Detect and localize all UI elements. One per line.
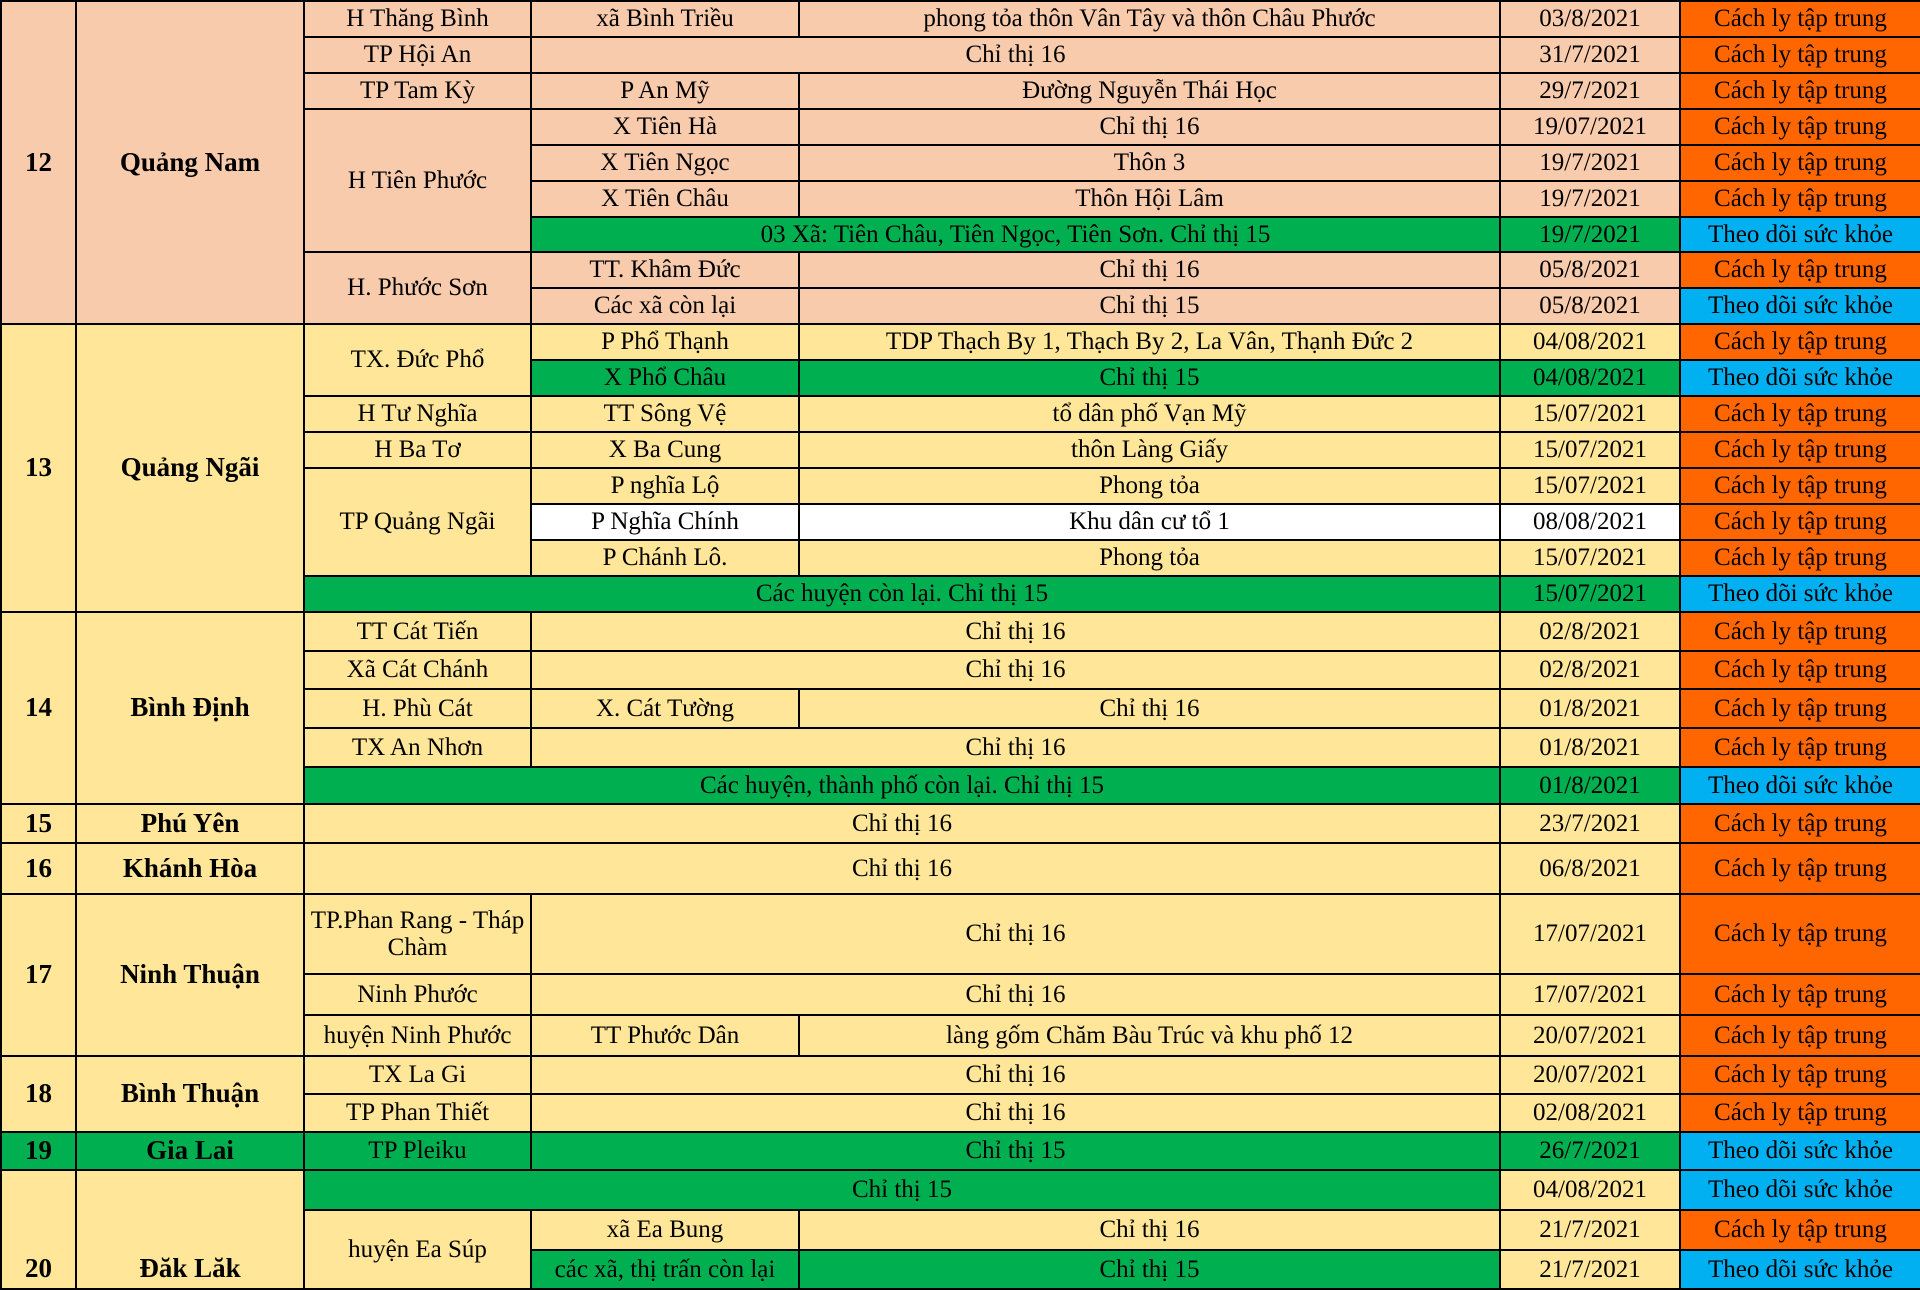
commune-cell: xã Ea Bung (531, 1210, 799, 1250)
district-cell: H. Phù Cát (304, 689, 531, 728)
row-number: 19 (1, 1132, 76, 1170)
measure-cell: Các huyện, thành phố còn lại. Chỉ thị 15 (304, 767, 1500, 804)
status-cell: Cách ly tập trung (1680, 1210, 1920, 1250)
status-cell: Cách ly tập trung (1680, 843, 1920, 894)
row-number: 17 (1, 894, 76, 1056)
table-row (1, 1, 1920, 37)
province-name: Quảng Nam (76, 1, 304, 324)
row-number: 13 (1, 324, 76, 612)
status-cell: Cách ly tập trung (1680, 468, 1920, 504)
measure-cell: thôn Làng Giấy (799, 432, 1500, 468)
date-cell: 04/08/2021 (1500, 360, 1680, 396)
measure-cell: Chỉ thị 16 (531, 612, 1500, 651)
commune-cell: P nghĩa Lộ (531, 468, 799, 504)
row-number: 16 (1, 843, 76, 894)
measure-cell: Chỉ thị 16 (531, 974, 1500, 1015)
row-number: 14 (1, 612, 76, 804)
measure-cell: Các huyện còn lại. Chỉ thị 15 (304, 576, 1500, 612)
commune-cell: P Nghĩa Chính (531, 504, 799, 540)
row-number: 18 (1, 1056, 76, 1132)
district-cell: Ninh Phước (304, 974, 531, 1015)
date-cell: 15/07/2021 (1500, 396, 1680, 432)
commune-cell: X Tiên Ngọc (531, 145, 799, 181)
commune-cell: TT. Khâm Đức (531, 252, 799, 288)
district-cell: H. Phước Sơn (304, 252, 531, 324)
province-name: Bình Định (76, 612, 304, 804)
status-cell: Cách ly tập trung (1680, 181, 1920, 217)
measure-cell: 03 Xã: Tiên Châu, Tiên Ngọc, Tiên Sơn. Chỉ thị 15 (531, 217, 1500, 252)
district-cell: TP Quảng Ngãi (304, 468, 531, 576)
measure-cell: Chỉ thị 16 (531, 37, 1500, 73)
date-cell: 17/07/2021 (1500, 894, 1680, 974)
commune-cell: các xã, thị trấn còn lại (531, 1250, 799, 1289)
date-cell: 29/7/2021 (1500, 73, 1680, 109)
province-name: Khánh Hòa (76, 843, 304, 894)
status-cell: Theo dõi sức khỏe (1680, 360, 1920, 396)
status-cell: Theo dõi sức khỏe (1680, 288, 1920, 324)
measure-cell: Thôn 3 (799, 145, 1500, 181)
date-cell: 01/8/2021 (1500, 767, 1680, 804)
district-cell: TT Cát Tiến (304, 612, 531, 651)
measure-cell: Chỉ thị 16 (304, 804, 1500, 843)
row-number: 20 (1, 1170, 76, 1289)
status-cell: Cách ly tập trung (1680, 1015, 1920, 1056)
status-cell: Cách ly tập trung (1680, 1094, 1920, 1132)
measure-cell: Chỉ thị 16 (799, 1210, 1500, 1250)
status-cell: Cách ly tập trung (1680, 1056, 1920, 1094)
measure-cell: Khu dân cư tổ 1 (799, 504, 1500, 540)
district-cell: TX. Đức Phổ (304, 324, 531, 396)
district-cell: huyện Ea Súp (304, 1210, 531, 1289)
status-cell: Cách ly tập trung (1680, 145, 1920, 181)
measure-cell: Phong tỏa (799, 540, 1500, 576)
measure-cell: Chỉ thị 16 (799, 109, 1500, 145)
district-cell: TP Hội An (304, 37, 531, 73)
province-name: Ninh Thuận (76, 894, 304, 1056)
table-row (1, 324, 1920, 360)
date-cell: 26/7/2021 (1500, 1132, 1680, 1170)
date-cell: 15/07/2021 (1500, 432, 1680, 468)
commune-cell: Các xã còn lại (531, 288, 799, 324)
district-cell: TX La Gi (304, 1056, 531, 1094)
measure-cell: Chỉ thị 15 (304, 1170, 1500, 1210)
commune-cell: X Tiên Châu (531, 181, 799, 217)
date-cell: 21/7/2021 (1500, 1250, 1680, 1289)
province-name: Bình Thuận (76, 1056, 304, 1132)
date-cell: 19/7/2021 (1500, 181, 1680, 217)
commune-cell: xã Bình Triều (531, 1, 799, 37)
commune-cell: X. Cát Tường (531, 689, 799, 728)
status-cell: Cách ly tập trung (1680, 974, 1920, 1015)
commune-cell: P An Mỹ (531, 73, 799, 109)
date-cell: 20/07/2021 (1500, 1056, 1680, 1094)
district-cell: TP Tam Kỳ (304, 73, 531, 109)
date-cell: 02/08/2021 (1500, 1094, 1680, 1132)
status-cell: Cách ly tập trung (1680, 324, 1920, 360)
date-cell: 05/8/2021 (1500, 252, 1680, 288)
date-cell: 02/8/2021 (1500, 612, 1680, 651)
status-cell: Theo dõi sức khỏe (1680, 217, 1920, 252)
province-name: Phú Yên (76, 804, 304, 843)
province-name: Đăk Lăk (76, 1170, 304, 1289)
status-cell: Cách ly tập trung (1680, 432, 1920, 468)
district-cell: huyện Ninh Phước (304, 1015, 531, 1056)
status-cell: Cách ly tập trung (1680, 37, 1920, 73)
measure-cell: Chỉ thị 15 (799, 360, 1500, 396)
district-cell: TP.Phan Rang - Tháp Chàm (304, 894, 531, 974)
status-cell: Cách ly tập trung (1680, 651, 1920, 689)
table-row (1, 843, 1920, 894)
commune-cell: P Chánh Lô. (531, 540, 799, 576)
table-row (1, 804, 1920, 843)
measure-cell: Phong tỏa (799, 468, 1500, 504)
table-row (1, 1170, 1920, 1210)
status-cell: Cách ly tập trung (1680, 73, 1920, 109)
commune-cell: TT Phước Dân (531, 1015, 799, 1056)
district-cell: H Ba Tơ (304, 432, 531, 468)
measure-cell: Chỉ thị 16 (531, 1094, 1500, 1132)
status-cell: Cách ly tập trung (1680, 252, 1920, 288)
measure-cell: Chỉ thị 15 (799, 288, 1500, 324)
status-cell: Theo dõi sức khỏe (1680, 1250, 1920, 1289)
date-cell: 21/7/2021 (1500, 1210, 1680, 1250)
status-cell: Cách ly tập trung (1680, 109, 1920, 145)
date-cell: 31/7/2021 (1500, 37, 1680, 73)
status-cell: Cách ly tập trung (1680, 396, 1920, 432)
measure-cell: TDP Thạch By 1, Thạch By 2, La Vân, Thạnh Đức 2 (799, 324, 1500, 360)
date-cell: 05/8/2021 (1500, 288, 1680, 324)
measure-cell: tổ dân phố Vạn Mỹ (799, 396, 1500, 432)
status-cell: Cách ly tập trung (1680, 804, 1920, 843)
table-row (1, 1132, 1920, 1170)
date-cell: 01/8/2021 (1500, 689, 1680, 728)
province-name: Gia Lai (76, 1132, 304, 1170)
district-cell: H Tư Nghĩa (304, 396, 531, 432)
commune-cell: TT Sông Vệ (531, 396, 799, 432)
date-cell: 08/08/2021 (1500, 504, 1680, 540)
status-cell: Cách ly tập trung (1680, 728, 1920, 767)
date-cell: 15/07/2021 (1500, 468, 1680, 504)
district-cell: Xã Cát Chánh (304, 651, 531, 689)
status-cell: Theo dõi sức khỏe (1680, 1132, 1920, 1170)
district-cell: TP Phan Thiết (304, 1094, 531, 1132)
date-cell: 03/8/2021 (1500, 1, 1680, 37)
measure-cell: Thôn Hội Lâm (799, 181, 1500, 217)
date-cell: 06/8/2021 (1500, 843, 1680, 894)
measure-cell: Chỉ thị 16 (531, 894, 1500, 974)
district-cell: H Tiên Phước (304, 109, 531, 252)
date-cell: 02/8/2021 (1500, 651, 1680, 689)
date-cell: 15/07/2021 (1500, 540, 1680, 576)
measure-cell: làng gốm Chăm Bàu Trúc và khu phố 12 (799, 1015, 1500, 1056)
measure-cell: Chỉ thị 16 (531, 651, 1500, 689)
date-cell: 01/8/2021 (1500, 728, 1680, 767)
status-cell: Cách ly tập trung (1680, 1, 1920, 37)
measure-cell: Chỉ thị 16 (799, 252, 1500, 288)
measure-cell: Đường Nguyễn Thái Học (799, 73, 1500, 109)
commune-cell: X Tiên Hà (531, 109, 799, 145)
date-cell: 17/07/2021 (1500, 974, 1680, 1015)
date-cell: 15/07/2021 (1500, 576, 1680, 612)
date-cell: 04/08/2021 (1500, 324, 1680, 360)
table-row (1, 612, 1920, 651)
status-cell: Theo dõi sức khỏe (1680, 1170, 1920, 1210)
table-row (1, 1056, 1920, 1094)
status-cell: Cách ly tập trung (1680, 612, 1920, 651)
measure-cell: Chỉ thị 15 (799, 1250, 1500, 1289)
table-row (1, 894, 1920, 974)
date-cell: 19/7/2021 (1500, 145, 1680, 181)
row-number: 12 (1, 1, 76, 324)
district-cell: H Thăng Bình (304, 1, 531, 37)
status-cell: Cách ly tập trung (1680, 504, 1920, 540)
row-number: 15 (1, 804, 76, 843)
date-cell: 20/07/2021 (1500, 1015, 1680, 1056)
measure-cell: Chỉ thị 16 (799, 689, 1500, 728)
measure-cell: Chỉ thị 15 (531, 1132, 1500, 1170)
measure-cell: Chỉ thị 16 (531, 1056, 1500, 1094)
date-cell: 04/08/2021 (1500, 1170, 1680, 1210)
district-cell: TX An Nhơn (304, 728, 531, 767)
measure-cell: Chỉ thị 16 (531, 728, 1500, 767)
commune-cell: X Phổ Châu (531, 360, 799, 396)
measure-cell: phong tỏa thôn Vân Tây và thôn Châu Phước (799, 1, 1500, 37)
district-cell: TP Pleiku (304, 1132, 531, 1170)
commune-cell: P Phổ Thạnh (531, 324, 799, 360)
status-cell: Cách ly tập trung (1680, 540, 1920, 576)
commune-cell: X Ba Cung (531, 432, 799, 468)
date-cell: 23/7/2021 (1500, 804, 1680, 843)
status-cell: Cách ly tập trung (1680, 689, 1920, 728)
status-cell: Theo dõi sức khỏe (1680, 767, 1920, 804)
status-cell: Theo dõi sức khỏe (1680, 576, 1920, 612)
status-cell: Cách ly tập trung (1680, 894, 1920, 974)
date-cell: 19/7/2021 (1500, 217, 1680, 252)
measure-cell: Chỉ thị 16 (304, 843, 1500, 894)
province-name: Quảng Ngãi (76, 324, 304, 612)
date-cell: 19/07/2021 (1500, 109, 1680, 145)
